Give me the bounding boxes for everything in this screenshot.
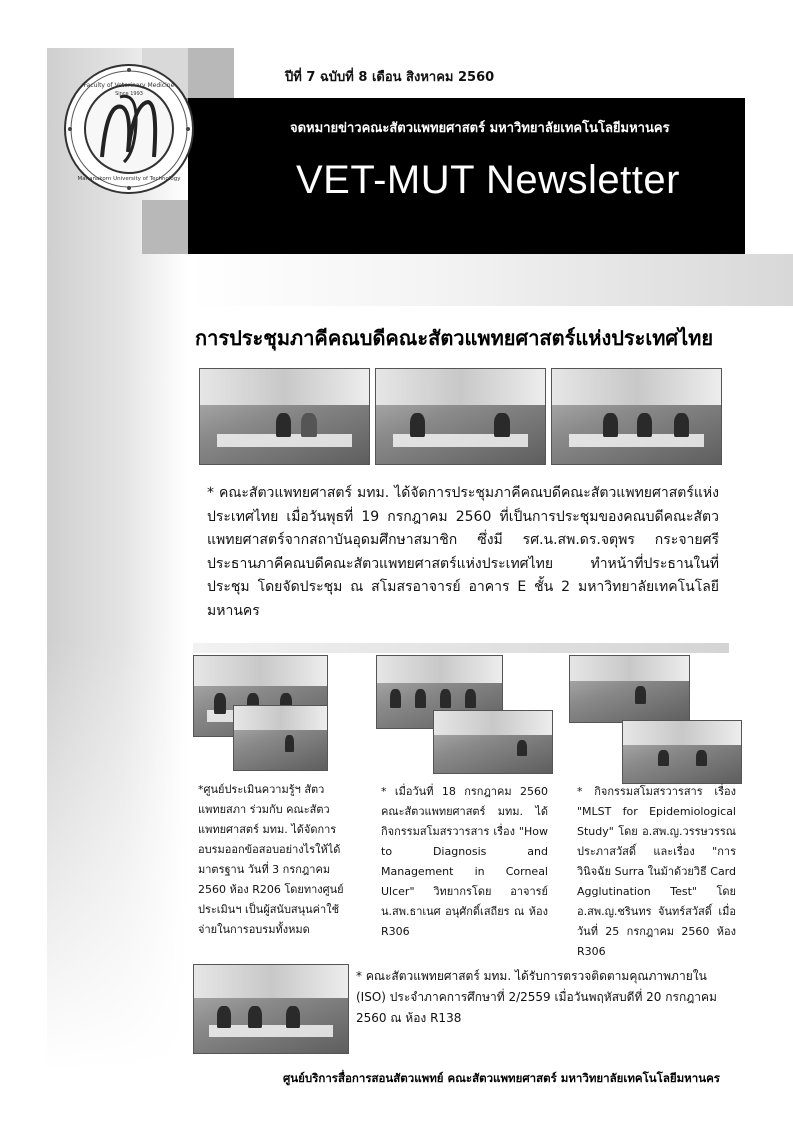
section-divider — [193, 643, 729, 653]
article-paragraph: * คณะสัตวแพทยศาสตร์ มทม. ได้จัดการประชุมภาคีคณบดีคณะสัตวแพทยศาสตร์แห่งประเทศไทย เมื่อวันพุธที่ 19 กรกฎาคม 2560 ที่เป็นการประชุมของคณบดีคณะสัตวแพทยศาสตร์จากสถาบันอุดมศึกษาสมาชิก ซึ่งมี รศ.น.สพ.ดร.จตุพร กระจายศรี ประธานภาคีคณบดีคณะสัตวแพทยศาสตร์แห่งประเทศไทย ทำหน้าที่ประธานในที่ประชุม โดยจัดประชุม ณ สโมสรอาจารย์ อาคาร E ชั้น 2 มหาวิทยาลัยเทคโนโลยีมหานคร — [207, 485, 719, 619]
caption-iso-audit: * คณะสัตวแพทยศาสตร์ มทม. ได้รับการตรวจติดตามคุณภาพภายใน (ISO) ประจำภาคการศึกษาที่ 2/2559 เมื่อวันพฤหัสบดีที่ 20 กรกฎาคม 2560 ณ ห้อง R138 — [356, 969, 717, 1025]
caption-seminar: * เมื่อวันที่ 18 กรกฎาคม 2560 คณะสัตวแพทยศาสตร์ มทม. ได้กิจกรรมสโมสรวารสาร เรื่อง "How to Diagnosis and Management in Corneal Ulcer" วิทยากรโดย อาจารย์ น.สพ.ธาเนศ อนุศักดิ์เสถียร ณ ห้อง R306 — [381, 785, 548, 938]
seminar-photo — [433, 710, 553, 774]
deco-square — [142, 200, 188, 254]
faculty-logo — [62, 62, 196, 196]
svg-text:Mahanakorn University of Techn: Mahanakorn University of Technology — [77, 176, 181, 182]
svg-text:Faculty of Veterinary Medicine: Faculty of Veterinary Medicine — [83, 82, 175, 89]
journal-club-photo — [569, 655, 690, 723]
newsletter-title: VET-MUT Newsletter — [296, 158, 680, 202]
issue-line: ปีที่ 7 ฉบับที่ 8 เดือน สิงหาคม 2560 — [285, 70, 495, 85]
footer-text: ศูนย์บริการสื่อการสอนสัตวแพทย์ คณะสัตวแพทยศาสตร์ มหาวิทยาลัยเทคโนโลยีมหานคร — [283, 1071, 720, 1085]
svg-text:Since 1993: Since 1993 — [115, 91, 143, 97]
article-headline: การประชุมภาคีคณบดีคณะสัตวแพทยศาสตร์แห่งประเทศไทย — [195, 326, 714, 350]
meeting-photo — [551, 368, 722, 465]
caption-journal-club: * กิจกรรมสโมสรวารสาร เรื่อง "MLST for Epidemiological Study" โดย อ.สพ.ญ.วรรษวรรณ ประภาสวัสดิ์ และเรื่อง "การวินิจฉัย Surra ในม้าด้วยวิธี Card Agglutination Test" โดย อ.สพ.ญ.ชรินทร จันทร์สวัสดิ์ เมื่อวันที่ 25 กรกฎาคม 2560 ห้อง R306 — [577, 785, 736, 958]
meeting-photo — [199, 368, 370, 465]
caption-training: *ศูนย์ประเมินความรู้ฯ สัตวแพทยสภา ร่วมกับ คณะสัตวแพทยศาสตร์ มทม. ได้จัดการอบรมออกข้อสอบอย่างไรให้ได้มาตรฐาน วันที่ 3 กรกฎาคม 2560 ห้อง R206 โดยทางศูนย์ประเมินฯ เป็นผู้สนับสนุนค่าใช้จ่ายในการอบรมทั้งหมด — [198, 783, 344, 936]
iso-audit-photo — [193, 964, 349, 1054]
left-band-fade — [47, 640, 187, 1070]
meeting-photo — [375, 368, 546, 465]
masthead-strip — [188, 254, 793, 306]
journal-club-photo — [622, 720, 742, 784]
training-photo — [233, 705, 328, 771]
newsletter-subtitle: จดหมายข่าวคณะสัตวแพทยศาสตร์ มหาวิทยาลัยเทคโนโลยีมหานคร — [290, 121, 670, 136]
